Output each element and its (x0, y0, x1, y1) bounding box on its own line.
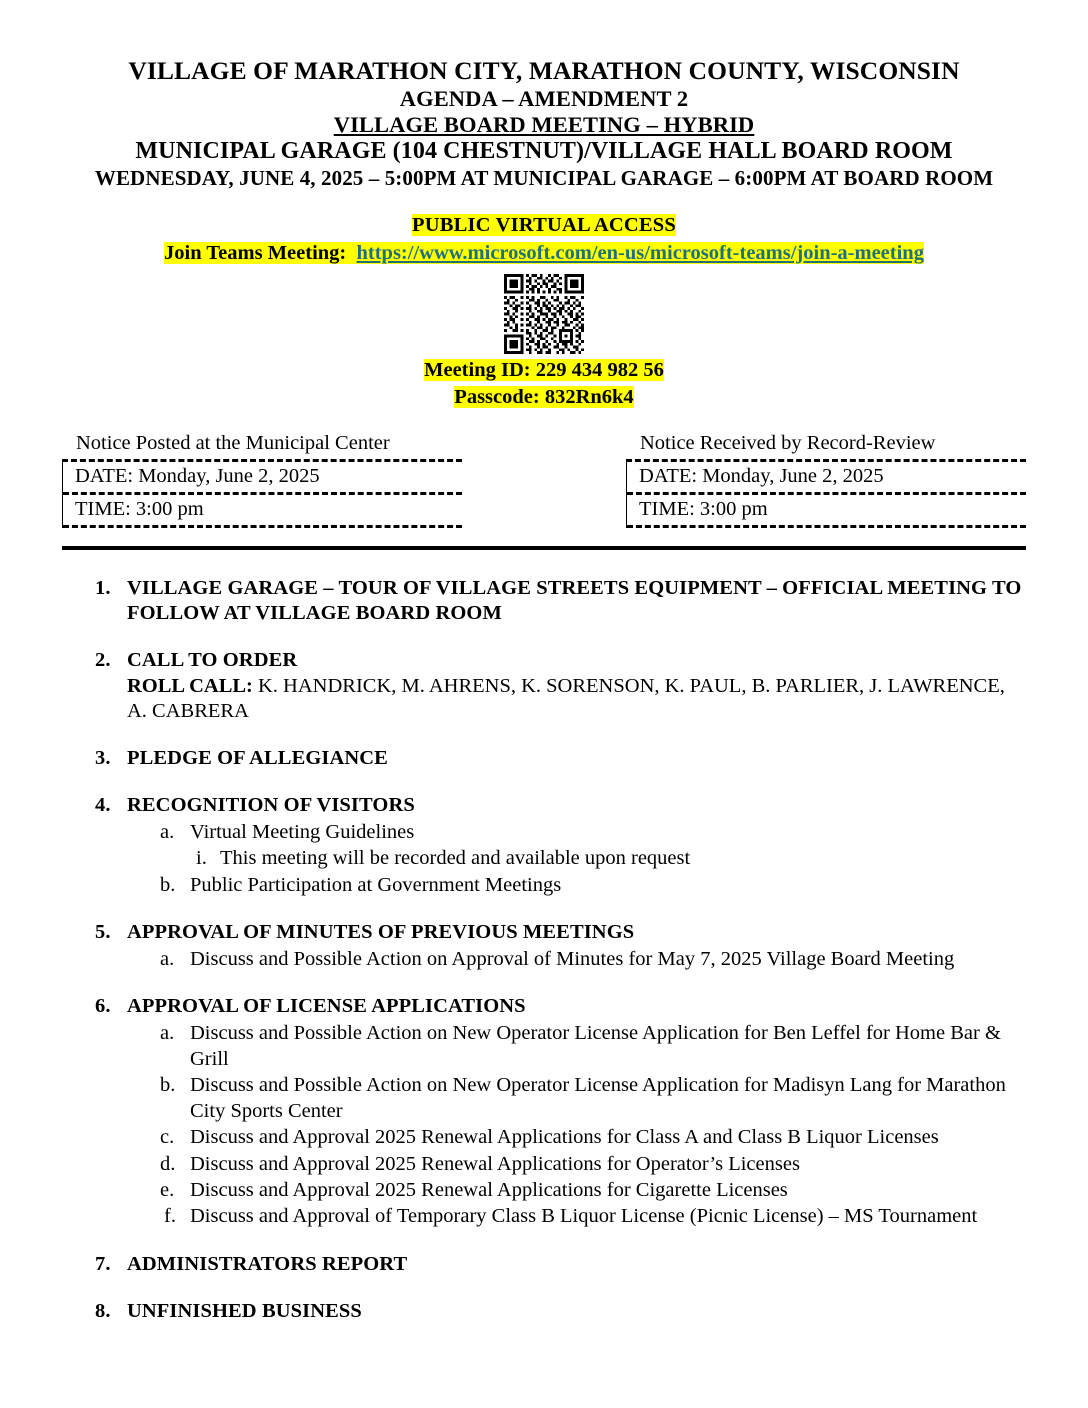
agenda-item-4a-marker: a. (160, 820, 175, 843)
agenda-item-6c-marker: c. (160, 1126, 175, 1149)
public-virtual-access-heading (62, 214, 1026, 237)
meeting-id-value: Meeting ID: 229 434 982 56 (424, 358, 664, 381)
agenda-item-6b (62, 1073, 1026, 1124)
agenda-item-6-subitems (62, 1021, 1026, 1229)
agenda-item-5 (62, 920, 1026, 972)
agenda-item-6-number: 6. (95, 995, 111, 1018)
agenda-item-4-subitems (62, 820, 1026, 898)
join-teams-label: Join Teams Meeting: (164, 241, 347, 264)
agenda-item-6a (62, 1021, 1026, 1072)
notice-received-column (626, 431, 1026, 528)
passcode-value: Passcode: 832Rn6k4 (454, 385, 634, 408)
agenda-item-2 (62, 648, 1026, 724)
header-line-meeting-type: VILLAGE BOARD MEETING – HYBRID (333, 111, 755, 137)
agenda-list (62, 576, 1026, 1324)
public-virtual-access-label: PUBLIC VIRTUAL ACCESS (412, 213, 676, 236)
header-line-location: MUNICIPAL GARAGE (104 CHESTNUT)/VILLAGE HALL BOARD ROOM (135, 137, 953, 164)
notice-posted-date: DATE: Monday, June 2, 2025 (63, 462, 462, 495)
agenda-item-6e (62, 1178, 1026, 1203)
agenda-item-3 (62, 746, 1026, 771)
agenda-item-1 (62, 576, 1026, 626)
agenda-item-6c-text: Discuss and Approval 2025 Renewal Applications for Class A and Class B Liquor Licenses (190, 1126, 939, 1149)
agenda-item-7-heading (62, 1252, 1026, 1277)
agenda-item-3-number: 3. (95, 746, 111, 769)
agenda-item-5-subitems (62, 947, 1026, 972)
agenda-item-6d-marker: d. (160, 1152, 176, 1175)
agenda-item-4a-i-marker: i. (196, 847, 207, 870)
notice-posted-time: TIME: 3:00 pm (63, 495, 462, 528)
agenda-item-6f-marker: f. (164, 1205, 176, 1228)
public-virtual-access-section (62, 214, 1026, 409)
agenda-item-8-number: 8. (95, 1299, 111, 1322)
agenda-item-6b-text: Discuss and Possible Action on New Operator License Application for Madisyn Lang for Marathon City Sports Center (190, 1074, 1006, 1122)
header-line-organization: VILLAGE OF MARATHON CITY, MARATHON COUNTY, WISCONSIN (128, 56, 960, 85)
agenda-item-4b-text: Public Participation at Government Meetings (190, 873, 562, 896)
notice-received-date: DATE: Monday, June 2, 2025 (627, 462, 1026, 495)
agenda-item-6-title: APPROVAL OF LICENSE APPLICATIONS (127, 995, 526, 1018)
notice-block (62, 431, 1026, 528)
agenda-item-5a-marker: a. (160, 948, 175, 971)
agenda-item-4b-marker: b. (160, 873, 176, 896)
roll-call-label: ROLL CALL: (127, 674, 253, 697)
agenda-item-5-number: 5. (95, 921, 111, 944)
agenda-item-4-heading (62, 793, 1026, 818)
agenda-item-6f-text: Discuss and Approval of Temporary Class B Liquor License (Picnic License) – MS Tournament (190, 1205, 978, 1228)
agenda-item-4a (62, 820, 1026, 845)
agenda-item-6e-text: Discuss and Approval 2025 Renewal Applications for Cigarette Licenses (190, 1178, 788, 1201)
passcode-line (62, 385, 1026, 410)
agenda-item-4b (62, 873, 1026, 898)
agenda-item-6d-text: Discuss and Approval 2025 Renewal Applications for Operator’s Licenses (190, 1152, 800, 1175)
agenda-item-2-heading (62, 648, 1026, 673)
agenda-item-6e-marker: e. (160, 1178, 175, 1201)
agenda-item-1-title: VILLAGE GARAGE – TOUR OF VILLAGE STREETS EQUIPMENT – OFFICIAL MEETING TO FOLLOW AT VILLAGE BOARD ROOM (127, 576, 1022, 624)
agenda-item-8-title: UNFINISHED BUSINESS (127, 1299, 362, 1322)
agenda-item-5a-text: Discuss and Possible Action on Approval of Minutes for May 7, 2025 Village Board Meeting (190, 948, 955, 971)
agenda-item-6a-text: Discuss and Possible Action on New Operator License Application for Ben Leffel for Home Bar & Grill (190, 1022, 1001, 1070)
agenda-item-6d (62, 1152, 1026, 1177)
roll-call-names: K. HANDRICK, M. AHRENS, K. SORENSON, K. PAUL, B. PARLIER, J. LAWRENCE, A. CABRERA (127, 674, 1005, 722)
agenda-item-1-heading (62, 576, 1026, 626)
meeting-id-line (62, 358, 1026, 383)
agenda-item-8-heading (62, 1299, 1026, 1324)
agenda-item-7-title: ADMINISTRATORS REPORT (127, 1252, 408, 1275)
agenda-item-6-heading (62, 994, 1026, 1019)
agenda-item-4a-i-text: This meeting will be recorded and available upon request (220, 847, 691, 870)
join-teams-link[interactable]: https://www.microsoft.com/en-us/microsoft-teams/join-a-meeting (356, 241, 924, 264)
agenda-item-4-title: RECOGNITION OF VISITORS (127, 793, 415, 816)
notice-received-time: TIME: 3:00 pm (627, 495, 1026, 528)
notice-posted-title: Notice Posted at the Municipal Center (76, 432, 390, 455)
roll-call-line (62, 674, 1026, 724)
notice-received-table (626, 459, 1026, 528)
join-teams-meeting-line (62, 242, 1026, 265)
agenda-item-2-title: CALL TO ORDER (127, 648, 298, 671)
agenda-item-7 (62, 1252, 1026, 1277)
header-line-datetime: WEDNESDAY, JUNE 4, 2025 – 5:00PM AT MUNICIPAL GARAGE – 6:00PM AT BOARD ROOM (94, 165, 994, 190)
agenda-item-5-heading (62, 920, 1026, 945)
section-divider (62, 546, 1026, 550)
notice-posted-column (62, 431, 462, 528)
agenda-item-6 (62, 994, 1026, 1229)
agenda-item-3-title: PLEDGE OF ALLEGIANCE (127, 746, 388, 769)
qr-code[interactable] (504, 274, 584, 354)
agenda-item-3-heading (62, 746, 1026, 771)
agenda-item-1-number: 1. (95, 576, 111, 599)
agenda-item-4a-i (62, 846, 1026, 871)
agenda-item-4 (62, 793, 1026, 898)
notice-received-title: Notice Received by Record-Review (640, 432, 936, 455)
agenda-item-4a-text: Virtual Meeting Guidelines (190, 820, 415, 843)
agenda-item-6a-marker: a. (160, 1022, 175, 1045)
agenda-item-8 (62, 1299, 1026, 1324)
notice-posted-table (62, 459, 462, 528)
agenda-item-6b-marker: b. (160, 1074, 176, 1097)
agenda-item-5-title: APPROVAL OF MINUTES OF PREVIOUS MEETINGS (127, 921, 635, 944)
agenda-item-5a (62, 947, 1026, 972)
header-line-agenda-amendment: AGENDA – AMENDMENT 2 (399, 85, 689, 111)
agenda-item-4-number: 4. (95, 793, 111, 816)
document-header (62, 56, 1026, 190)
agenda-item-6c (62, 1125, 1026, 1150)
agenda-item-7-number: 7. (95, 1252, 111, 1275)
agenda-item-2-number: 2. (95, 648, 111, 671)
agenda-item-6f (62, 1204, 1026, 1229)
